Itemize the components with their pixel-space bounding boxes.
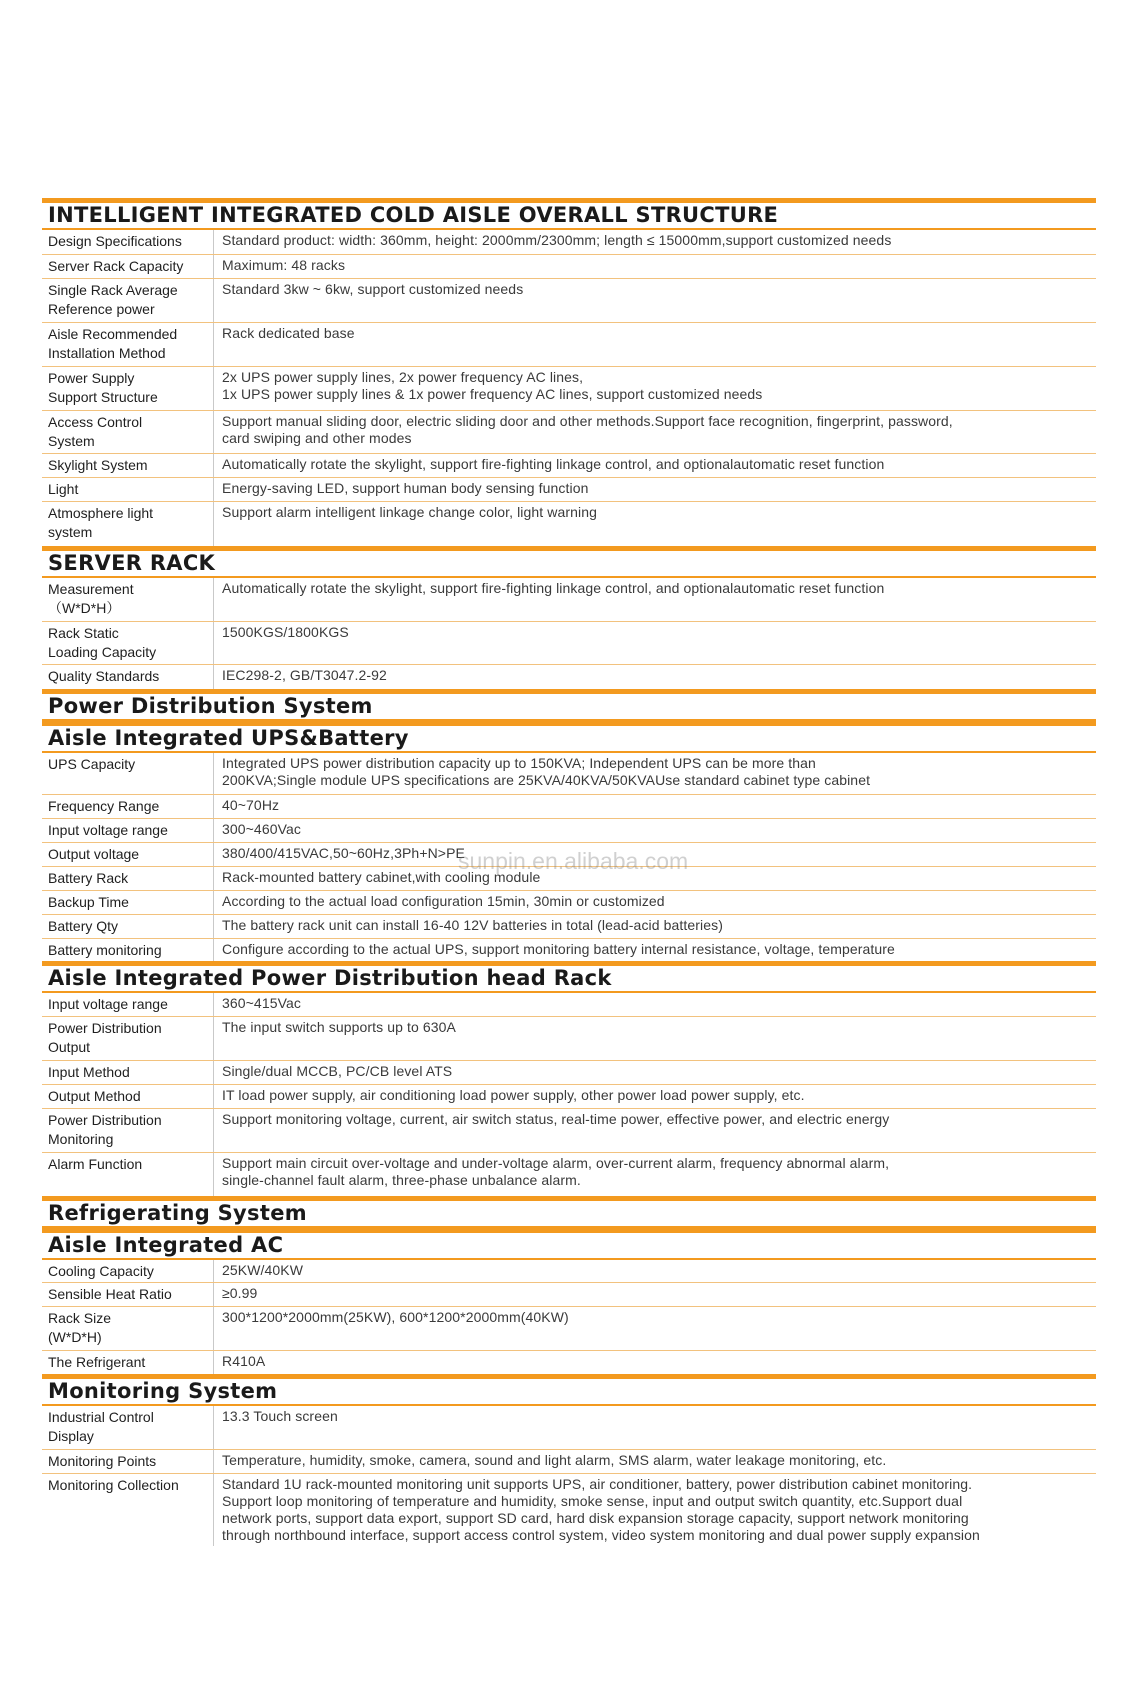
spec-row (42, 867, 1096, 891)
section-title: Monitoring System (48, 1379, 278, 1403)
spec-label: Sensible Heat Ratio (42, 1283, 214, 1306)
spec-value: Support manual sliding door, electric sliding door and other methods.Support face recognition, fingerprint, password, card swiping and other modes (222, 413, 953, 446)
spec-value: 300*1200*2000mm(25KW), 600*1200*2000mm(40KW) (222, 1309, 569, 1325)
spec-value: 2x UPS power supply lines, 2x power frequency AC lines, 1x UPS power supply lines & 1x power frequency AC lines, support customized needs (222, 369, 763, 402)
spec-row (42, 1406, 1096, 1450)
spec-value: Standard product: width: 360mm, height: 2000mm/2300mm; length ≤ 15000mm,support customized needs (222, 232, 892, 248)
spec-row (42, 622, 1096, 665)
spec-row (42, 1017, 1096, 1061)
spec-value: 1500KGS/1800KGS (222, 624, 349, 640)
spec-row (42, 1260, 1096, 1283)
spec-row (42, 1153, 1096, 1196)
spec-label: Battery Qty (42, 915, 214, 938)
spec-value: IT load power supply, air conditioning load power supply, other power load power supply, etc. (222, 1087, 805, 1103)
spec-value: 300~460Vac (222, 821, 301, 837)
spec-value: Support monitoring voltage, current, air switch status, real-time power, effective power, and electric energy (222, 1111, 890, 1127)
spec-value: The battery rack unit can install 16-40 12V batteries in total (lead-acid batteries) (222, 917, 723, 933)
spec-row (42, 891, 1096, 915)
spec-row (42, 454, 1096, 478)
spec-row (42, 993, 1096, 1017)
spec-value: Rack dedicated base (222, 325, 355, 341)
section-title: Aisle Integrated AC (48, 1233, 284, 1257)
section-title: Refrigerating System (48, 1201, 307, 1225)
spec-row (42, 1474, 1096, 1546)
section-header (42, 961, 1096, 993)
spec-row (42, 279, 1096, 323)
spec-label: Rack Static Loading Capacity (42, 622, 214, 664)
spec-row (42, 665, 1096, 689)
section-header (42, 689, 1096, 721)
spec-table (42, 230, 1096, 546)
spec-label: Input Method (42, 1061, 214, 1084)
spec-label: Alarm Function (42, 1153, 214, 1196)
spec-row (42, 230, 1096, 255)
spec-label: Power Distribution Output (42, 1017, 214, 1060)
spec-label: Single Rack Average Reference power (42, 279, 214, 322)
spec-label: UPS Capacity (42, 753, 214, 794)
spec-row (42, 753, 1096, 795)
spec-value: The input switch supports up to 630A (222, 1019, 456, 1035)
spec-row (42, 915, 1096, 939)
spec-row (42, 367, 1096, 411)
spec-table (42, 1260, 1096, 1374)
spec-value: Standard 1U rack-mounted monitoring unit supports UPS, air conditioner, battery, power distribution cabinet monitoring. Support loop monitoring of temperature and humidity, smoke sense, input and output switch quantity, etc.Support dual network ports, support data export, support SD card, hard disk expansion storage capacity, support network monitoring through northbound interface, support access control system, video system monitoring and dual power supply expansion (222, 1476, 980, 1543)
spec-value: According to the actual load configuration 15min, 30min or customized (222, 893, 665, 909)
spec-label: Design Specifications (42, 230, 214, 254)
spec-row (42, 1283, 1096, 1307)
spec-value: Support alarm intelligent linkage change color, light warning (222, 504, 597, 520)
spec-value: Configure according to the actual UPS, support monitoring battery internal resistance, voltage, temperature (222, 941, 895, 957)
spec-value: 13.3 Touch screen (222, 1408, 338, 1424)
section-header (42, 198, 1096, 230)
spec-table (42, 753, 1096, 961)
section-header (42, 546, 1096, 578)
spec-label: Monitoring Points (42, 1450, 214, 1473)
spec-row (42, 578, 1096, 622)
spec-value: R410A (222, 1353, 266, 1369)
section-title: SERVER RACK (48, 551, 216, 575)
spec-row (42, 843, 1096, 867)
spec-label: Battery Rack (42, 867, 214, 890)
section-header (42, 1228, 1096, 1260)
section-header (42, 1196, 1096, 1228)
spec-value: Rack-mounted battery cabinet,with cooling module (222, 869, 541, 885)
section-header (42, 1374, 1096, 1406)
section-header (42, 721, 1096, 753)
spec-label: Monitoring Collection (42, 1474, 214, 1546)
spec-row (42, 255, 1096, 279)
spec-value: 360~415Vac (222, 995, 301, 1011)
spec-value: Standard 3kw ~ 6kw, support customized needs (222, 281, 524, 297)
spec-row (42, 411, 1096, 454)
spec-label: Output voltage (42, 843, 214, 866)
spec-label: Quality Standards (42, 665, 214, 689)
spec-value: ≥0.99 (222, 1285, 258, 1301)
section-title: INTELLIGENT INTEGRATED COLD AISLE OVERALL STRUCTURE (48, 203, 779, 227)
spec-label: Battery monitoring (42, 939, 214, 961)
section-title: Aisle Integrated Power Distribution head Rack (48, 966, 612, 990)
spec-row (42, 795, 1096, 819)
spec-label: Light (42, 478, 214, 501)
spec-label: Atmosphere light system (42, 502, 214, 546)
spec-label: Aisle Recommended Installation Method (42, 323, 214, 366)
spec-label: Skylight System (42, 454, 214, 477)
spec-row (42, 819, 1096, 843)
spec-table (42, 578, 1096, 689)
spec-value: 380/400/415VAC,50~60Hz,3Ph+N>PE (222, 845, 465, 861)
spec-row (42, 1450, 1096, 1474)
section-title: Aisle Integrated UPS&Battery (48, 726, 409, 750)
spec-row (42, 323, 1096, 367)
spec-row (42, 502, 1096, 546)
spec-label: Output Method (42, 1085, 214, 1108)
spec-value: Automatically rotate the skylight, support fire-fighting linkage control, and optionalautomatic reset function (222, 456, 885, 472)
spec-label: Cooling Capacity (42, 1260, 214, 1282)
spec-label: Industrial Control Display (42, 1406, 214, 1449)
section-title: Power Distribution System (48, 694, 373, 718)
spec-row (42, 939, 1096, 961)
spec-value: Integrated UPS power distribution capacity up to 150KVA; Independent UPS can be more than 200KVA;Single module UPS specifications are 25KVA/40KVA/50KVAUse standard cabinet type cabinet (222, 755, 871, 788)
spec-label: Access Control System (42, 411, 214, 453)
spec-label: Input voltage range (42, 993, 214, 1016)
spec-value: Maximum: 48 racks (222, 257, 346, 273)
spec-row (42, 1085, 1096, 1109)
spec-label: Frequency Range (42, 795, 214, 818)
spec-sheet (42, 198, 1096, 1546)
spec-value: Single/dual MCCB, PC/CB level ATS (222, 1063, 453, 1079)
spec-label: Backup Time (42, 891, 214, 914)
spec-value: Energy-saving LED, support human body sensing function (222, 480, 589, 496)
spec-value: Support main circuit over-voltage and under-voltage alarm, over-current alarm, frequency abnormal alarm, single-channel fault alarm, three-phase unbalance alarm. (222, 1155, 890, 1188)
spec-label: The Refrigerant (42, 1351, 214, 1374)
spec-value: 40~70Hz (222, 797, 280, 813)
spec-table (42, 1406, 1096, 1546)
spec-table (42, 993, 1096, 1196)
spec-row (42, 1061, 1096, 1085)
spec-row (42, 1351, 1096, 1374)
spec-label: Rack Size (W*D*H) (42, 1307, 214, 1350)
spec-value: 25KW/40KW (222, 1262, 304, 1278)
spec-value: IEC298-2, GB/T3047.2-92 (222, 667, 387, 683)
spec-label: Power Distribution Monitoring (42, 1109, 214, 1152)
spec-row (42, 1307, 1096, 1351)
spec-row (42, 478, 1096, 502)
spec-row (42, 1109, 1096, 1153)
spec-label: Power Supply Support Structure (42, 367, 214, 410)
watermark: sunpin.en.alibaba.com (458, 848, 689, 874)
spec-label: Input voltage range (42, 819, 214, 842)
spec-value: Automatically rotate the skylight, support fire-fighting linkage control, and optionalautomatic reset function (222, 580, 885, 596)
spec-label: Server Rack Capacity (42, 255, 214, 278)
spec-label: Measurement （W*D*H） (42, 578, 214, 621)
spec-value: Temperature, humidity, smoke, camera, sound and light alarm, SMS alarm, water leakage monitoring, etc. (222, 1452, 887, 1468)
